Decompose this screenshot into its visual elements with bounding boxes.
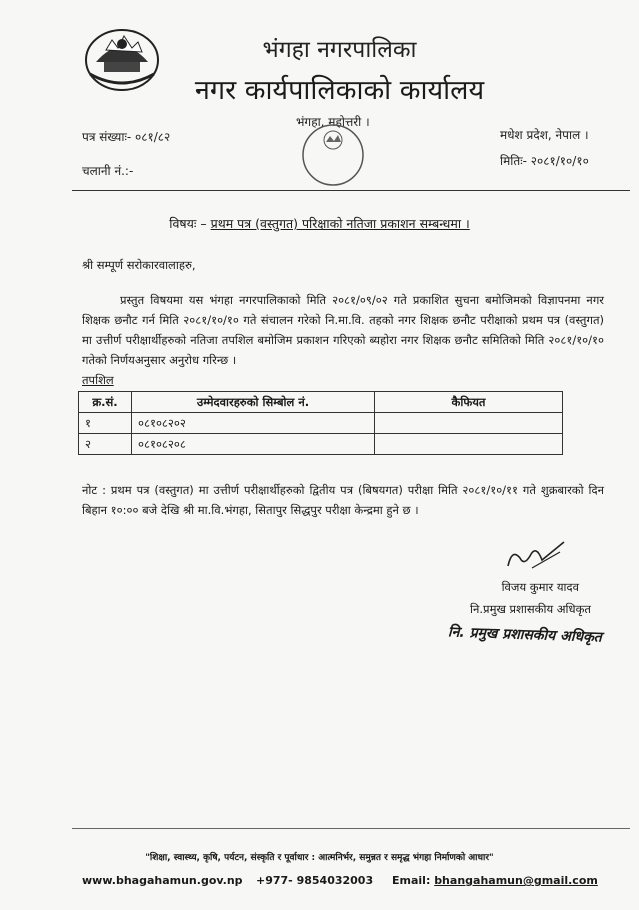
- province: मधेश प्रदेश, नेपाल ।: [500, 128, 589, 142]
- handwritten-signature: [502, 538, 572, 578]
- subject-line: [0, 215, 639, 232]
- office-title: नगर कार्यपालिकाको कार्यालय: [194, 75, 485, 106]
- row-serial: २: [79, 434, 132, 455]
- signatory-name: विजय कुमार यादव: [501, 580, 579, 594]
- header-symbol-number: उम्मेदवारहरुको सिम्बोल नं.: [132, 392, 375, 413]
- table-header-row: [79, 392, 563, 413]
- letter-number: पत्र संख्याः- ०८१/८२: [82, 130, 171, 144]
- header-serial: क्र.सं.: [79, 392, 132, 413]
- salutation: श्री सम्पूर्ण सरोकारवालाहरु,: [82, 258, 196, 272]
- note-paragraph: नोट : प्रथम पत्र (वस्तुगत) मा उत्तीर्ण परीक्षार्थीहरुको द्वितीय पत्र (बिषयगत) परीक्षा मिति २०८१/१०/११ गते शुक्रबारको दिन बिहान १०:०० बजे देखि श्री मा.वि.भंगहा, सितापुर सिद्धपुर परीक्षा केन्द्रमा हुने छ ।: [82, 483, 604, 517]
- signatory-designation: नि.प्रमुख प्रशासकीय अधिकृत: [470, 602, 591, 616]
- office-location: भंगहा, महोत्तरी ।: [296, 115, 370, 129]
- row-remarks: [375, 413, 563, 434]
- office-name: भंगहा नगरपालिका: [262, 37, 417, 63]
- website-link[interactable]: www.bhagahamun.gov.np: [82, 874, 243, 887]
- table-row: [79, 413, 563, 434]
- footer-divider: [72, 828, 630, 829]
- subject-text: प्रथम पत्र (वस्तुगत) परिक्षाको नतिजा प्रकाशन सम्बन्धमा ।: [210, 216, 470, 231]
- body-paragraph: [82, 290, 604, 370]
- row-serial: १: [79, 413, 132, 434]
- table-caption: तपशिल: [82, 373, 114, 387]
- table-row: [79, 434, 563, 455]
- email-label: Email:: [392, 874, 431, 887]
- row-symbol-number: ०८१०८२०८: [132, 434, 375, 455]
- phone-number: +977- 9854032003: [256, 874, 374, 887]
- body-text: प्रस्तुत विषयमा यस भंगहा नगरपालिकाको मिति २०८१/०९/०२ गते प्रकाशित सुचना बमोजिमको विज्ञापनमा नगर शिक्षक छनौट गर्न मिति २०८१/१०/१० गते संचालन गरेको नि.मा.वि. तहको नगर शिक्षक छनौट परीक्षाको प्रथम पत्र (वस्तुगत) मा उत्तीर्ण परीक्षार्थीहरुको नतिजा तपशिल बमोजिम प्रकाशन गरिएको ब्यहोरा नगर शिक्षक छनौट समितिको मिति २०८१/१०/१० गतेको निर्णयअनुसार अनुरोध गरिन्छ ।: [82, 293, 604, 367]
- row-remarks: [375, 434, 563, 455]
- subject-label: विषयः –: [169, 216, 207, 231]
- header-divider: [72, 190, 630, 191]
- header-remarks: कैफियत: [375, 392, 563, 413]
- designation-stamp: नि. प्रमुख प्रशासकीय अधिकृत: [447, 624, 603, 646]
- row-symbol-number: ०८१०८२०२: [132, 413, 375, 434]
- footer-motto: "शिक्षा, स्वास्थ्य, कृषि, पर्यटन, संस्कृति र पूर्वाधार : आत्मनिर्भर, समुन्नत र समृद्ध भंगहा निर्माणको आधार": [145, 853, 494, 863]
- results-table: [78, 391, 563, 455]
- office-seal: [300, 122, 366, 188]
- email-link[interactable]: bhangahamun@gmail.com: [434, 874, 598, 887]
- dispatch-number: चलानी नं.:-: [82, 164, 134, 178]
- email-contact: [392, 874, 598, 887]
- letter-date: मितिः- २०८१/१०/१०: [500, 154, 589, 168]
